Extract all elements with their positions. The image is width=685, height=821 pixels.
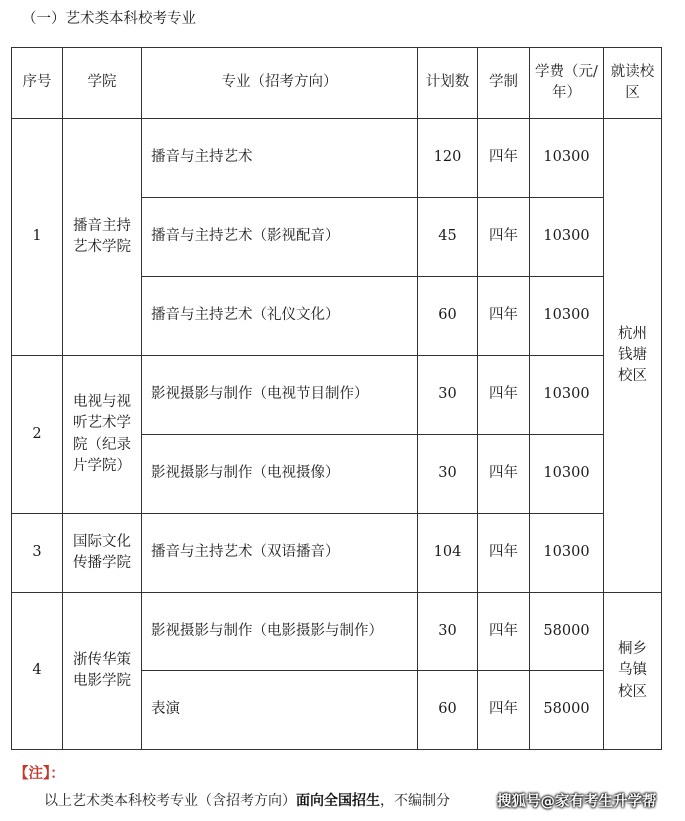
plan-count: 120 (418, 119, 478, 198)
duration: 四年 (478, 593, 530, 671)
campus-name: 杭州钱塘校区 (604, 119, 662, 593)
header-plan: 计划数 (418, 48, 478, 119)
tuition-fee: 10300 (530, 198, 604, 277)
plan-count: 30 (418, 356, 478, 435)
tuition-fee: 10300 (530, 514, 604, 593)
duration: 四年 (478, 356, 530, 435)
plan-count: 30 (418, 593, 478, 671)
duration: 四年 (478, 514, 530, 593)
group-index: 2 (12, 356, 63, 514)
major-name: 播音与主持艺术（礼仪文化） (142, 277, 418, 356)
duration: 四年 (478, 671, 530, 750)
college-name: 国际文化传播学院 (63, 514, 142, 593)
major-name: 播音与主持艺术 (142, 119, 418, 198)
note-text-emphasis: 面向全国招生 (296, 793, 380, 809)
tuition-fee: 58000 (530, 671, 604, 750)
note-text-end: ，不编制分 (380, 793, 450, 809)
header-college: 学院 (63, 48, 142, 119)
table-header-row (12, 48, 662, 119)
major-name: 播音与主持艺术（影视配音） (142, 198, 418, 277)
major-name: 影视摄影与制作（电视摄像） (142, 435, 418, 514)
tuition-fee: 10300 (530, 277, 604, 356)
group-index: 3 (12, 514, 63, 593)
tuition-fee: 10300 (530, 356, 604, 435)
plan-count: 104 (418, 514, 478, 593)
section-title: （一）艺术类本科校考专业 (22, 11, 196, 27)
college-name: 电视与视听艺术学院（纪录片学院） (63, 356, 142, 514)
note-label: 【注】： (14, 766, 65, 782)
plan-count: 45 (418, 198, 478, 277)
college-name: 播音主持艺术学院 (63, 119, 142, 356)
table-row (12, 356, 662, 435)
header-campus: 就读校区 (604, 48, 662, 119)
plan-count: 60 (418, 671, 478, 750)
header-index: 序号 (12, 48, 63, 119)
note-text (44, 790, 504, 812)
table-row (12, 119, 662, 198)
group-index: 1 (12, 119, 63, 356)
college-name: 浙传华策电影学院 (63, 593, 142, 750)
major-name: 播音与主持艺术（双语播音） (142, 514, 418, 593)
tuition-fee: 58000 (530, 593, 604, 671)
plan-count: 30 (418, 435, 478, 514)
note-text-start: 以上艺术类本科校考专业（含招考方向） (44, 793, 296, 809)
table-row (12, 593, 662, 671)
duration: 四年 (478, 198, 530, 277)
major-name: 影视摄影与制作（电视节目制作） (142, 356, 418, 435)
table-row (12, 514, 662, 593)
duration: 四年 (478, 119, 530, 198)
header-duration: 学制 (478, 48, 530, 119)
plan-count: 60 (418, 277, 478, 356)
major-name: 表演 (142, 671, 418, 750)
header-fee: 学费（元/年） (530, 48, 604, 119)
tuition-fee: 10300 (530, 435, 604, 514)
duration: 四年 (478, 435, 530, 514)
source-watermark: 搜狐号@家有考生升学帮 (497, 794, 657, 810)
header-major: 专业（招考方向） (142, 48, 418, 119)
majors-table (11, 47, 662, 750)
group-index: 4 (12, 593, 63, 750)
duration: 四年 (478, 277, 530, 356)
major-name: 影视摄影与制作（电影摄影与制作） (142, 593, 418, 671)
tuition-fee: 10300 (530, 119, 604, 198)
campus-name: 桐乡乌镇校区 (604, 593, 662, 750)
